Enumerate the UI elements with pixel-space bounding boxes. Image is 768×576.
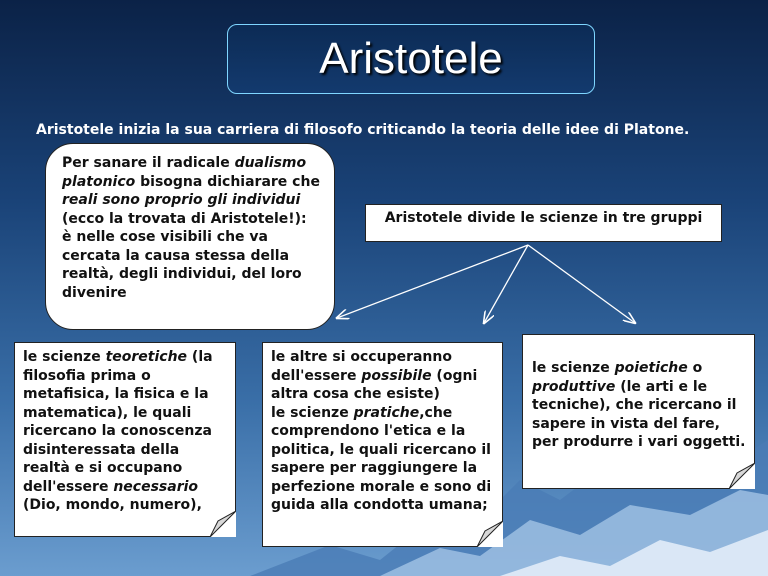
card-productive bbox=[522, 334, 755, 489]
card3-italic-1: poietiche bbox=[614, 360, 688, 376]
bubble-italic-1: dualismo platonico bbox=[62, 155, 307, 190]
bubble-italic-2: reali sono proprio gli individui bbox=[62, 192, 301, 208]
groups-label: Aristotele divide le scienze in tre gruppi bbox=[384, 210, 703, 226]
card-practical bbox=[262, 342, 503, 547]
intro-text: Aristotele inizia la sua carriera di filosofo criticando la teoria delle idee di Platone. bbox=[36, 122, 690, 138]
card3-text-1: le scienze bbox=[532, 360, 615, 376]
card3-text-2: o bbox=[687, 360, 703, 376]
card1-text-1: le scienze bbox=[23, 349, 106, 365]
card2-italic-2: pratiche bbox=[353, 404, 420, 421]
groups-box bbox=[365, 204, 722, 242]
page-title: Aristotele bbox=[319, 34, 503, 83]
card3-italic-2: produttive bbox=[532, 378, 616, 395]
card2-text-1: le altre si occuperanno dell'essere bbox=[271, 349, 452, 384]
card-theoretical bbox=[14, 342, 236, 537]
bubble-text-2: bisogna dichiarare che bbox=[135, 173, 320, 190]
title-box bbox=[227, 24, 595, 94]
bubble-text-1: Per sanare il radicale bbox=[62, 155, 235, 171]
card3-text-3: (le arti e le tecniche), che ricercano il sapere in vista del fare, per produrre i vari oggetti. bbox=[532, 378, 746, 450]
card1-text-3: (Dio, mondo, numero), bbox=[23, 497, 202, 513]
bubble-text-3: (ecco la trovata di Aristotele!): è nelle cose visibili che va cercata la causa stessa della realtà, degli individui, del loro divenire bbox=[62, 210, 307, 301]
page-curl-icon bbox=[477, 521, 503, 547]
card2-text-4: ,che comprendono l'etica e la politica, le quali ricercano il sapere per raggiungere la perfezione morale e sono di guida alla condotta umana; bbox=[271, 404, 492, 513]
page-curl-icon bbox=[210, 511, 236, 537]
card1-text-2: (la filosofia prima o metafisica, la fisica e la matematica), le quali ricercano la conoscenza disinteressata della realtà e si occupano dell'essere bbox=[23, 349, 213, 495]
card2-text-2: (ogni altra cosa che esiste) bbox=[271, 367, 478, 402]
card2-text-3: le scienze bbox=[271, 404, 354, 421]
page-curl-icon bbox=[729, 463, 755, 489]
dualism-bubble bbox=[45, 143, 335, 330]
card1-italic-2: necessario bbox=[113, 478, 199, 495]
card2-italic-1: possibile bbox=[361, 367, 432, 384]
card1-italic-1: teoretiche bbox=[105, 349, 188, 365]
